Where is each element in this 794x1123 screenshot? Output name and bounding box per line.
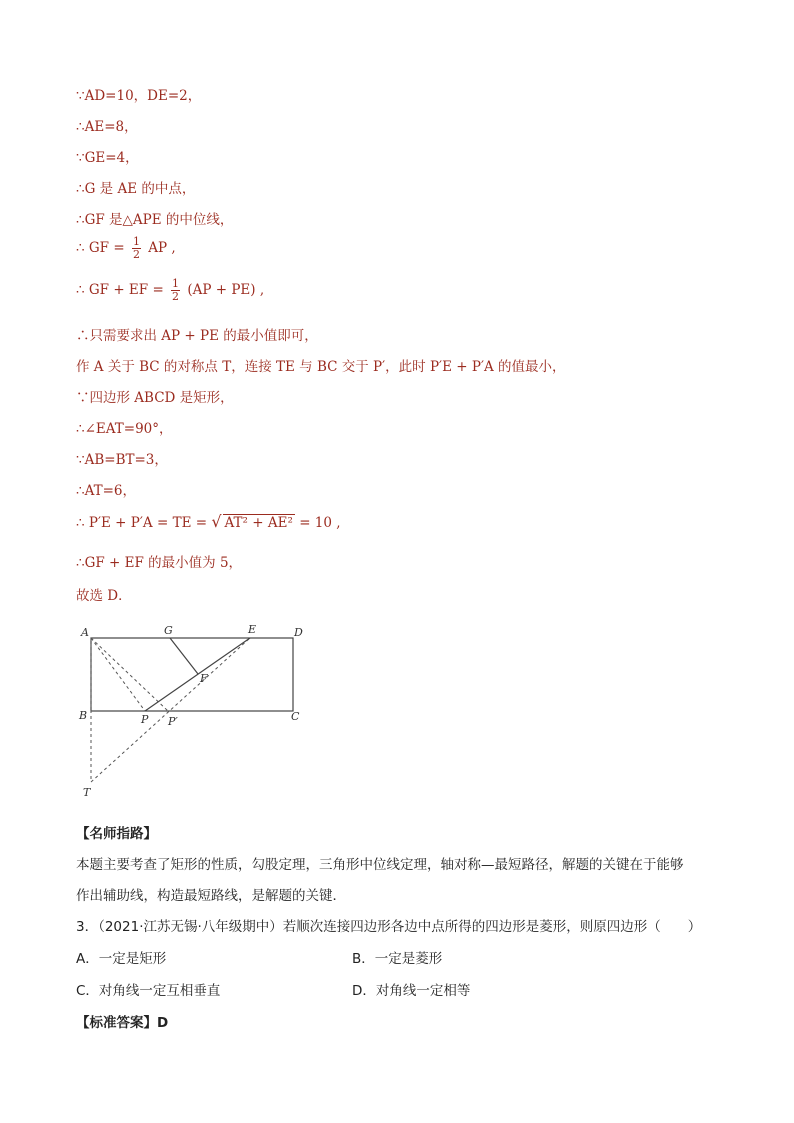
- geometry-figure: [70, 618, 320, 803]
- segment-gf: [170, 638, 198, 674]
- equation-lhs: ∴ GF + EF =: [76, 282, 164, 298]
- equation-result: = 10 ,: [299, 515, 341, 531]
- solution-line-1: ∵AD=10，DE=2，: [76, 88, 202, 104]
- label-e: E: [248, 623, 257, 636]
- label-f: F: [200, 672, 208, 685]
- option-c: C．对角线一定互相垂直: [76, 983, 221, 999]
- solution-line-12: ∵AB=BT=3，: [76, 452, 168, 468]
- label-d: D: [294, 626, 303, 639]
- solution-line-15: ∴GF + EF 的最小值为 5，: [76, 555, 243, 571]
- sqrt-icon: √: [211, 512, 222, 531]
- equation-lhs: ∴ GF =: [76, 240, 125, 256]
- solution-line-8: ∴只需要求出 AP + PE 的最小值即可，: [76, 328, 318, 344]
- segment-ap: [91, 638, 145, 711]
- solution-line-10: ∵四边形 ABCD 是矩形，: [76, 390, 234, 406]
- solution-line-6: [76, 236, 176, 261]
- teacher-note-text-2: 作出辅助线，构造最短路线，是解题的关键．: [76, 888, 346, 904]
- question-3-stem: 3．（2021·江苏无锡·八年级期中）若顺次连接四边形各边中点所得的四边形是菱形，则原四边形（ ）: [76, 919, 702, 935]
- solution-line-7: [76, 278, 264, 303]
- fraction-half: [132, 236, 141, 261]
- solution-line-2: ∴AE=8，: [76, 119, 138, 135]
- equation-lhs: ∴ P′E + P′A = TE =: [76, 515, 208, 531]
- solution-line-9: 作 A 关于 BC 的对称点 T，连接 TE 与 BC 交于 P′，此时 P′E + P′A 的值最小，: [76, 359, 566, 375]
- label-p: P: [141, 713, 149, 726]
- rectangle-abcd: [91, 638, 293, 711]
- label-a: A: [81, 626, 89, 639]
- label-c: C: [291, 710, 300, 723]
- teacher-note-text-1: 本题主要考查了矩形的性质，勾股定理，三角形中位线定理，轴对称—最短路径，解题的关键在于能够: [76, 857, 684, 873]
- solution-line-14: [76, 512, 341, 531]
- option-d: D．对角线一定相等: [352, 983, 471, 999]
- solution-line-5: ∴GF 是△APE 的中位线，: [76, 212, 234, 228]
- label-g: G: [164, 624, 173, 637]
- solution-line-3: ∵GE=4，: [76, 150, 139, 166]
- option-b: B．一定是菱形: [352, 951, 443, 967]
- equation-rhs: AP ,: [148, 240, 176, 256]
- sqrt-radicand: AT² + AE²: [224, 515, 293, 531]
- fraction-numerator: 1: [172, 277, 180, 290]
- segment-te: [91, 638, 250, 782]
- segment-ap-prime: [91, 638, 168, 711]
- solution-line-11: ∴∠EAT=90°，: [76, 421, 173, 437]
- fraction-denominator: 2: [172, 290, 180, 303]
- label-t: T: [83, 786, 91, 799]
- fraction-numerator: 1: [132, 235, 140, 248]
- fraction-half: [171, 278, 180, 303]
- equation-rhs: (AP + PE) ,: [187, 282, 265, 298]
- segment-pe: [145, 638, 250, 711]
- solution-line-16: 故选 D．: [76, 588, 132, 604]
- teacher-note-heading: 【名师指路】: [76, 826, 157, 842]
- solution-line-4: ∴G 是 AE 的中点，: [76, 181, 196, 197]
- label-p-prime: P′: [168, 715, 178, 728]
- solution-line-13: ∴AT=6，: [76, 483, 137, 499]
- fraction-denominator: 2: [132, 248, 140, 261]
- standard-answer: 【标准答案】D: [76, 1015, 169, 1031]
- option-a: A．一定是矩形: [76, 951, 167, 967]
- label-b: B: [79, 709, 88, 722]
